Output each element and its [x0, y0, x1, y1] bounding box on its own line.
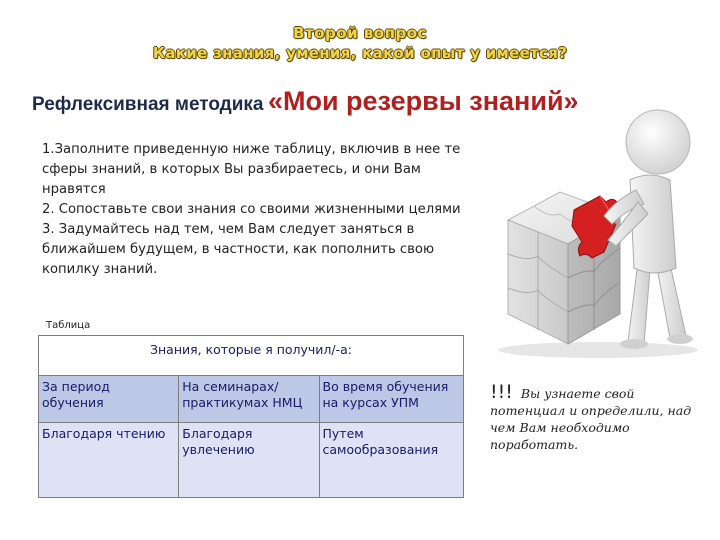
table-caption: Таблица [46, 320, 91, 331]
table-cell: Благодаря чтению [39, 423, 179, 498]
table-cell: Путем самообразования [319, 423, 464, 498]
title-prefix: Рефлексивная методика [32, 94, 264, 115]
question-number: Второй вопрос [293, 24, 427, 42]
note [490, 381, 712, 453]
question-text: Какие знания, умения, какой опыт у имеется? [152, 44, 568, 62]
title-highlight: «Мои резервы знаний» [267, 86, 579, 116]
table-cell: Благодаря увлечению [179, 423, 319, 498]
table-cell: На семинарах/ практикумах НМЦ [179, 376, 319, 423]
table-cell: Во время обучения на курсах УПМ [319, 376, 464, 423]
instruction-2: 2. Сопоставьте свои знания со своими жизненными целями [42, 202, 461, 217]
table-cell: За период обучения [39, 376, 179, 423]
knowledge-table [38, 335, 464, 498]
table-row [39, 376, 464, 423]
instruction-3: 3. Задумайтесь над тем, чем Вам следует заняться в ближайшем будущем, в частности, как пополнить свою копилку знаний. [42, 222, 435, 277]
instructions [42, 140, 462, 280]
table-header: Знания, которые я получил/-а: [39, 336, 464, 376]
exclamation-marks: !!! [490, 381, 513, 403]
note-text: Вы узнаете свой потенциал и определили, над чем Вам необходимо поработать. [490, 386, 692, 452]
table-row [39, 423, 464, 498]
instruction-1: 1.Заполните приведенную ниже таблицу, включив в нее те сферы знаний, в которых Вы разбираетесь, и они Вам нравятся [42, 142, 461, 197]
figure-with-puzzle-icon [488, 92, 710, 360]
